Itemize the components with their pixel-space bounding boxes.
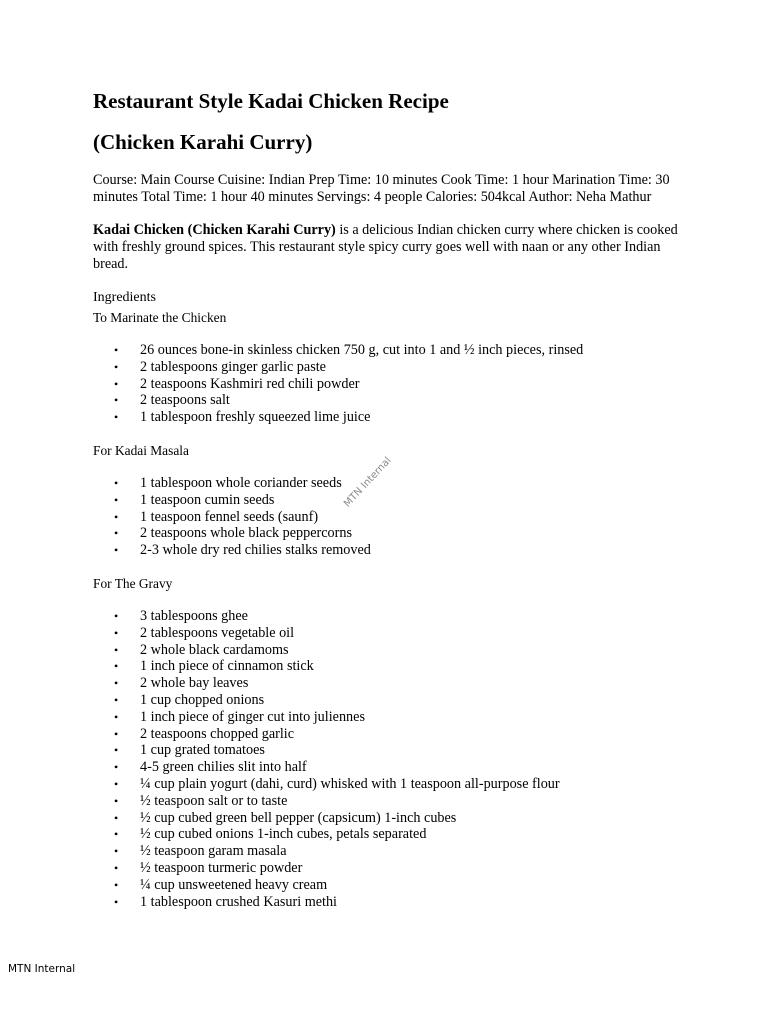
bullet-icon: • [114, 659, 119, 674]
list-item [93, 776, 693, 793]
bullet-icon: • [114, 676, 119, 691]
list-item-text: 26 ounces bone-in skinless chicken 750 g, cut into 1 and ½ inch pieces, rinsed [140, 342, 584, 358]
list-item-text: 2 tablespoons ginger garlic paste [140, 358, 326, 375]
list-item [93, 742, 693, 759]
list-item-text: 1 tablespoon freshly squeezed lime juice [140, 409, 371, 426]
list-item-text: 2 whole black cardamoms [140, 641, 289, 658]
list-item [93, 625, 693, 642]
bullet-icon: • [114, 894, 119, 909]
bullet-icon: • [114, 376, 119, 391]
list-item-text: 2 teaspoons salt [140, 392, 230, 409]
list-item [93, 475, 693, 492]
bullet-icon: • [114, 760, 119, 775]
bullet-icon: • [114, 526, 119, 541]
list-item-text: ½ cup cubed green bell pepper (capsicum) 1-inch cubes [140, 809, 457, 826]
bullet-icon: • [114, 492, 119, 507]
bullet-icon: • [114, 743, 119, 758]
list-item-text: 3 tablespoons ghee [140, 607, 248, 624]
list-item [93, 359, 693, 376]
list-item-text: 1 inch piece of ginger cut into juliennes [140, 708, 365, 725]
bullet-icon: • [114, 509, 119, 524]
recipe-title-line1: Restaurant Style Kadai Chicken Recipe [93, 89, 449, 113]
list-item [93, 692, 693, 709]
section-heading-gravy: For The Gravy [93, 575, 173, 591]
bullet-icon: • [114, 776, 119, 791]
list-item [93, 392, 693, 409]
list-item [93, 709, 693, 726]
bullet-icon: • [114, 877, 119, 892]
list-item-text: ½ teaspoon turmeric powder [140, 859, 303, 876]
ingredient-list-gravy [93, 608, 693, 910]
bullet-icon: • [114, 726, 119, 741]
list-item [93, 342, 693, 359]
recipe-meta: Course: Main Course Cuisine: Indian Prep Time: 10 minutes Cook Time: 1 hour Marination Time: 30 minutes Total Time: 1 hour 40 minutes Servings: 4 people Calories: 504kcal Author: Neha Mathur [93, 172, 670, 205]
bullet-icon: • [114, 692, 119, 707]
watermark-footer: MTN Internal [8, 963, 76, 975]
bullet-icon: • [114, 543, 119, 558]
list-item [93, 675, 693, 692]
bullet-icon: • [114, 475, 119, 490]
bullet-icon: • [114, 359, 119, 374]
list-item-text: 1 tablespoon whole coriander seeds [140, 474, 342, 491]
list-item [93, 726, 693, 743]
list-item [93, 894, 693, 911]
list-item [93, 376, 693, 393]
list-item [93, 759, 693, 776]
list-item [93, 542, 693, 559]
list-item [93, 525, 693, 542]
recipe-title-line2: (Chicken Karahi Curry) [93, 130, 313, 154]
list-item [93, 492, 693, 509]
list-item [93, 860, 693, 877]
section-heading-kadai-masala: For Kadai Masala [93, 442, 189, 458]
ingredient-list-kadai-masala [93, 475, 693, 559]
list-item-text: 2 whole bay leaves [140, 675, 249, 692]
intro-text: is a delicious Indian chicken curry where chicken is cooked with freshly ground spices. This restaurant style spicy curry goes well with naan or any other Indian bread. [93, 222, 678, 272]
bullet-icon: • [114, 642, 119, 657]
recipe-document [93, 86, 693, 910]
list-item-text: 1 teaspoon fennel seeds (saunf) [140, 508, 319, 525]
list-item [93, 658, 693, 675]
list-item-text: 1 cup grated tomatoes [140, 742, 265, 759]
ingredient-list-marinate [93, 342, 693, 426]
list-item [93, 509, 693, 526]
watermark-diagonal: MTN Internal [342, 455, 394, 510]
list-item [93, 793, 693, 810]
bullet-icon: • [114, 393, 119, 408]
bullet-icon: • [114, 625, 119, 640]
bullet-icon: • [114, 793, 119, 808]
list-item [93, 826, 693, 843]
list-item-text: 1 cup chopped onions [140, 691, 265, 708]
list-item [93, 642, 693, 659]
bullet-icon: • [114, 343, 119, 357]
list-item [93, 810, 693, 827]
ingredients-label: Ingredients [93, 290, 156, 305]
bullet-icon: • [114, 844, 119, 859]
list-item [93, 608, 693, 625]
list-item [93, 843, 693, 860]
list-item-text: ½ teaspoon salt or to taste [140, 792, 288, 809]
list-item [93, 877, 693, 894]
bullet-icon: • [114, 827, 119, 842]
bullet-icon: • [114, 608, 119, 623]
intro-bold: Kadai Chicken (Chicken Karahi Curry) [93, 222, 336, 238]
recipe-intro [93, 222, 693, 273]
list-item-text: ¼ cup plain yogurt (dahi, curd) whisked with 1 teaspoon all-purpose flour [140, 775, 560, 792]
list-item-text: 1 teaspoon cumin seeds [140, 491, 275, 508]
section-heading-marinate: To Marinate the Chicken [93, 310, 227, 325]
bullet-icon: • [114, 810, 119, 825]
bullet-icon: • [114, 860, 119, 875]
list-item [93, 409, 693, 426]
list-item-text: 2 teaspoons chopped garlic [140, 725, 295, 742]
list-item-text: 1 inch piece of cinnamon stick [140, 658, 314, 675]
list-item-text: ½ teaspoon garam masala [140, 843, 287, 860]
list-item-text: ½ cup cubed onions 1-inch cubes, petals separated [140, 826, 427, 843]
list-item-text: 2-3 whole dry red chilies stalks removed [140, 542, 371, 559]
list-item-text: 2 teaspoons whole black peppercorns [140, 525, 352, 542]
list-item-text: 1 tablespoon crushed Kasuri methi [140, 893, 338, 910]
list-item-text: 2 teaspoons Kashmiri red chili powder [140, 375, 360, 392]
list-item-text: ¼ cup unsweetened heavy cream [140, 876, 328, 893]
list-item-text: 4-5 green chilies slit into half [140, 759, 307, 776]
bullet-icon: • [114, 410, 119, 425]
list-item-text: 2 tablespoons vegetable oil [140, 624, 295, 641]
bullet-icon: • [114, 709, 119, 724]
